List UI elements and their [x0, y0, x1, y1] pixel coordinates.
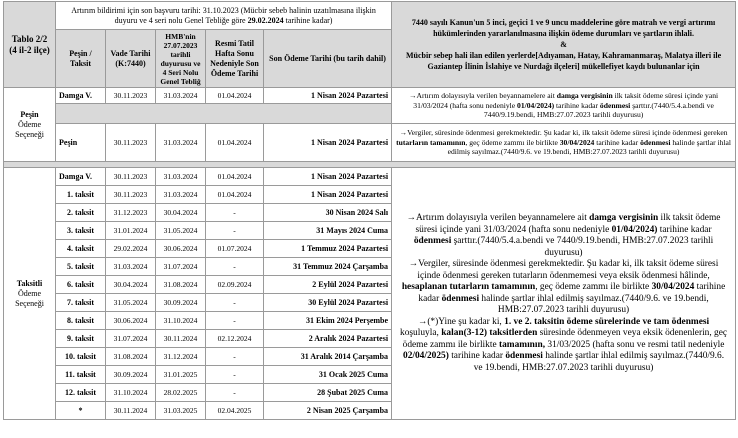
row-vade: 29.02.2024 [106, 240, 156, 258]
row-resmi: - [206, 222, 264, 240]
pesin-note-vergiler: →Vergiler, süresinde ödenmesi gerekmektedir. Şu kadar ki, ilk taksit ödeme süresi içinde ödenmesi gereken tutarların tamamının, geç ödeme zammı ile birlikte 30/04/2024 tarihine kadar ödenmesi halinde şartlar ihlal edilmiş sayılmaz.(7440/9.6. ve 19.bendi, HMB:27.07.2023 tarihli duyurusu) [392, 124, 736, 162]
col-header-vade: Vade Tarihi (K:7440) [106, 30, 156, 88]
col-header-pesin: Peşin / Taksit [56, 30, 106, 88]
row-resmi: - [206, 348, 264, 366]
row-name: 1. taksit [56, 186, 106, 204]
row-name: 12. taksit [56, 384, 106, 402]
row-resmi: - [206, 294, 264, 312]
row-name: 11. taksit [56, 366, 106, 384]
row-son: 31 Ekim 2024 Perşembe [264, 312, 392, 330]
row-hmb: 31.10.2024 [156, 312, 206, 330]
row-hmb: 31.07.2024 [156, 258, 206, 276]
row-hmb: 31.03.2024 [156, 186, 206, 204]
row-hmb: 31.03.2024 [156, 88, 206, 104]
application-deadline-notice: Artırım bildirimi için son başvuru tarihi: 31.10.2023 (Mücbir sebeb halinin uzatılmasına ilişkin duyuru ve 4 seri nolu Genel Tebliğe göre 29.02.2024 tarihine kadar) [56, 2, 392, 30]
row-vade: 31.03.2024 [106, 258, 156, 276]
row-vade: 31.08.2024 [106, 348, 156, 366]
law-header [392, 2, 736, 88]
col-header-resmi: Resmi Tatil Hafta Sonu Nedeniyle Son Ödeme Tarihi [206, 30, 264, 88]
row-vade: 31.12.2023 [106, 204, 156, 222]
row-resmi: - [206, 204, 264, 222]
taksit-note-damga: →Artırım dolayısıyla verilen beyannamelere ait damga vergisinin ilk taksit ödeme süresi içinde yani 31/03/2024 (hafta sonu nedeniyle 01/04/2024) tarihine kadar ödenmesi şarttır.(7440/5.4.a.bendi ve 7440/9.19.bendi, HMB:27.07.2023 tarihli duyurusu) [406, 213, 721, 258]
row-name: 7. taksit [56, 294, 106, 312]
col-header-hmb: HMB'nin 27.07.2023 tarihli duyurusu ve 4 Seri Nolu Genel Tebliğ [156, 30, 206, 88]
row-son: 31 Ocak 2025 Cuma [264, 366, 392, 384]
row-name: 3. taksit [56, 222, 106, 240]
row-resmi: - [206, 384, 264, 402]
row-hmb: 31.08.2024 [156, 276, 206, 294]
group-label-pesin: Peşin Ödeme Seçeneği [4, 88, 56, 162]
row-resmi: 01.04.2024 [206, 124, 264, 162]
table-title-bottom: (4 il-2 ilçe) [9, 44, 50, 55]
row-hmb: 30.06.2024 [156, 240, 206, 258]
row-hmb: 30.11.2024 [156, 330, 206, 348]
taksit-note-kalan: →(*)Yine şu kadar ki, 1. ve 2. taksitin ödeme sürelerinde ve tam ödenmesi koşuluyla, kalan(3-12) taksitlerden süresinde ödenmeyen veya eksik ödenenlerin, geç ödeme zammı ile birlikte tamamının, 31/03/2025 (hafta sonu ve resmi tatil nedeniyle 02/04/2025) tarihine kadar ödenmesi halinde şartlar ihlal edilmiş sayılmaz.(7440/9.6. ve 19.bendi, HMB:27.07.2023 tarihli duyurusu) [400, 316, 728, 373]
row-name: 6. taksit [56, 276, 106, 294]
row-resmi: 01.04.2024 [206, 88, 264, 104]
row-son: 1 Nisan 2024 Pazartesi [264, 124, 392, 162]
row-name: 5. taksit [56, 258, 106, 276]
row-hmb: 31.03.2025 [156, 402, 206, 420]
law-header-line2: Mücbir sebep hali ilan edilen yerlerde[Adıyaman, Hatay, Kahramanmaraş, Malatya illeri ile Gaziantep İlinin İslahiye ve Nurdağı ilçeleri] mükellefiyet kaydı bulunanlar için [405, 51, 722, 71]
row-name: 8. taksit [56, 312, 106, 330]
row-resmi: 02.12.2024 [206, 330, 264, 348]
row-son: 2 Eylül 2024 Pazartesi [264, 276, 392, 294]
row-son: 30 Eylül 2024 Pazartesi [264, 294, 392, 312]
row-hmb: 31.12.2024 [156, 348, 206, 366]
row-vade: 31.10.2024 [106, 384, 156, 402]
row-vade: 31.01.2024 [106, 222, 156, 240]
table-title [4, 2, 56, 88]
row-name: 9. taksit [56, 330, 106, 348]
row-name: Peşin [56, 124, 106, 162]
payment-schedule-table [3, 1, 736, 420]
row-vade: 30.11.2024 [106, 402, 156, 420]
table-row [4, 88, 736, 104]
row-name: 10. taksit [56, 348, 106, 366]
row-vade: 30.11.2023 [106, 88, 156, 104]
row-resmi: 01.04.2024 [206, 186, 264, 204]
col-header-son: Son Ödeme Tarihi (bu tarih dahil) [264, 30, 392, 88]
taksit-note-vergiler: →Vergiler, süresinde ödenmesi gerekmektedir. Şu kadar ki, ilk taksit ödeme süresi içinde ödenmesi gereken tutarların ödenmemesi veya eksik ödenmesi hâlinde, hesaplanan tutarların tamamının, geç ödeme zammı ile birlikte 30/04/2024 tarihine kadar ödenmesi halinde şartlar ihlal edilmiş sayılmaz.(7440/9.6. ve 19.bendi, HMB:27.07.2023 tarihli duyurusu) [401, 259, 726, 315]
row-son: 31 Aralık 2014 Çarşamba [264, 348, 392, 366]
row-name: Damga V. [56, 88, 106, 104]
row-hmb: 30.09.2024 [156, 294, 206, 312]
row-vade: 30.09.2024 [106, 366, 156, 384]
row-son: 1 Nisan 2024 Pazartesi [264, 186, 392, 204]
table-row [4, 124, 736, 162]
row-son: 2 Aralık 2024 Pazartesi [264, 330, 392, 348]
row-name: 2. taksit [56, 204, 106, 222]
row-name: Damga V. [56, 168, 106, 186]
row-hmb: 31.03.2024 [156, 168, 206, 186]
row-name: * [56, 402, 106, 420]
table-row [4, 168, 736, 186]
row-son: 28 Şubat 2025 Cuma [264, 384, 392, 402]
row-vade: 30.11.2023 [106, 186, 156, 204]
row-vade: 30.06.2024 [106, 312, 156, 330]
row-hmb: 31.03.2024 [156, 124, 206, 162]
row-hmb: 31.05.2024 [156, 222, 206, 240]
row-son: 31 Mayıs 2024 Cuma [264, 222, 392, 240]
pesin-note-damga: →Artırım dolayısıyla verilen beyannamelere ait damga vergisinin ilk taksit ödeme süresi içinde yani 31/03/2024 (hafta sonu nedeniyle 01/04/2024) tarihine kadar ödenmesi şarttır.(7440/5.4.a.bendi ve 7440/9.19.bendi, HMB:27.07.2023 tarihli duyurusu) [392, 88, 736, 124]
row-name: 4. taksit [56, 240, 106, 258]
group-label-taksit: Taksitli Ödeme Seçeneği [4, 168, 56, 420]
row-son: 30 Nisan 2024 Salı [264, 204, 392, 222]
row-son: 1 Temmuz 2024 Pazartesi [264, 240, 392, 258]
row-resmi: 01.04.2024 [206, 168, 264, 186]
row-resmi: 01.07.2024 [206, 240, 264, 258]
row-hmb: 28.02.2025 [156, 384, 206, 402]
row-hmb: 31.01.2025 [156, 366, 206, 384]
law-header-amp: & [560, 40, 567, 49]
row-hmb: 30.04.2024 [156, 204, 206, 222]
row-resmi: - [206, 258, 264, 276]
row-son: 1 Nisan 2024 Pazartesi [264, 168, 392, 186]
row-vade: 30.11.2023 [106, 124, 156, 162]
row-vade: 31.07.2024 [106, 330, 156, 348]
row-resmi: - [206, 312, 264, 330]
row-son: 31 Temmuz 2024 Çarşamba [264, 258, 392, 276]
table-title-top: Tablo 2/2 [11, 33, 48, 44]
row-son: 2 Nisan 2025 Çarşamba [264, 402, 392, 420]
taksit-notes [392, 168, 736, 420]
row-resmi: - [206, 366, 264, 384]
row-resmi: 02.04.2025 [206, 402, 264, 420]
row-vade: 31.05.2024 [106, 294, 156, 312]
row-vade: 30.11.2023 [106, 168, 156, 186]
row-son: 1 Nisan 2024 Pazartesi [264, 88, 392, 104]
row-resmi: 02.09.2024 [206, 276, 264, 294]
law-header-line1: 7440 sayılı Kanun'un 5 inci, geçici 1 ve 9 uncu maddelerine göre matrah ve vergi artırımı hükümlerinden yararlanılmasına ilişkin ödeme durumları ve şartların ihlali. [411, 18, 716, 38]
row-vade: 30.04.2024 [106, 276, 156, 294]
